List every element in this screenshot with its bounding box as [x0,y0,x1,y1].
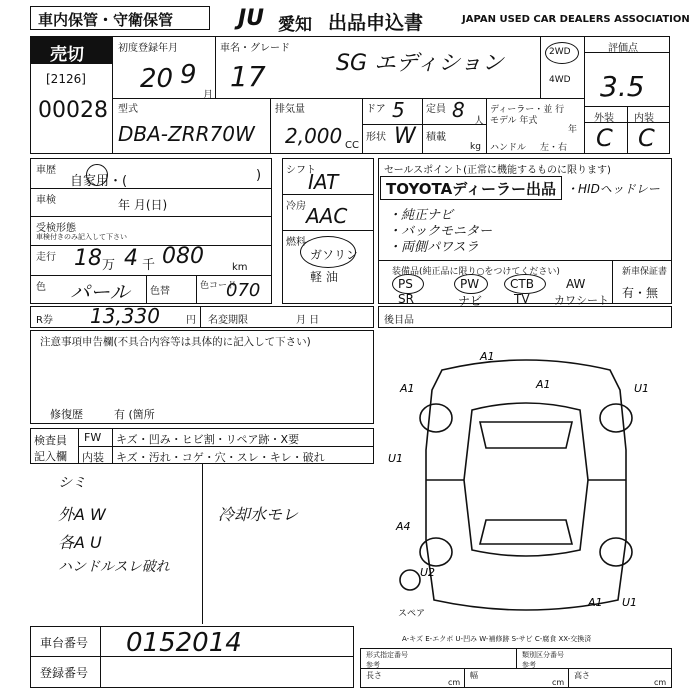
dealer-label: ディーラー・並 行 [490,105,565,115]
car-diagram [380,330,672,630]
equip-ps-circle [392,274,424,294]
later-label: 後目品 [384,315,414,326]
reg-no-label: 登録番号 [40,666,89,680]
repair-value: 有 (箇所 [114,408,155,421]
equip-ctb-circle [504,274,546,294]
sold-badge-text: 売切 [50,45,84,65]
first-reg-month: 9 [180,60,197,90]
exterior-label: 外装 [594,113,614,124]
doors: 5 [392,98,405,122]
selling-label: セールスポイント(正常に機能するものに限ります) [384,165,611,176]
length-cm: cm [448,678,461,687]
wheel-front-right [600,404,632,432]
inspector-row2-items: キズ・汚れ・コゲ・穴・スレ・キレ・破れ [116,451,325,464]
damage-mark-4: U1 [634,382,650,395]
ref-label-2: 参考 [522,661,536,669]
capacity-label: 定員 [426,104,446,115]
class-label: 類別区分番号 [522,651,564,659]
drive-2wd: 2WD [549,47,571,57]
shift-value: IAT [308,170,339,194]
displacement-label: 排気量 [275,104,305,115]
width-cm: cm [552,678,565,687]
damage-mark-7: U2 [420,566,436,579]
reg-change-value: 月 日 [296,315,320,326]
damage-legend: A-キズ E-エクボ U-凹み W-補修跡 S-サビ C-腐食 XX-交換済 [402,635,592,643]
cooler-value: AAC [306,204,348,228]
color-code: 070 [226,280,261,301]
equip-sr: SR [398,292,414,306]
score-label: 評価点 [608,43,638,54]
month-suffix: 月 [203,90,213,101]
shape-label: 形状 [366,132,386,143]
recycle-value: 13,330 [90,304,160,328]
drive-4wd: 4WD [549,75,571,85]
damage-mark-5: U1 [388,452,404,465]
cooler-label: 冷房 [286,201,306,212]
history-label: 車歴 [36,165,56,176]
form-type-label: 形式指定番号 [366,651,408,659]
history-value: 自家用・( [70,174,128,189]
repair-label: 修復歴 [50,408,83,421]
spare-tire [400,570,420,590]
org-name: 愛知 [278,15,312,35]
color-value: パール [70,280,130,304]
handle-options: 左・右 [540,143,568,153]
inspection-value: 年 月(日) [118,198,168,212]
selling-item-2: ・純正ナビ [388,208,454,223]
height-label: 高さ [574,671,590,680]
code: [2126] [46,72,86,86]
equip-navi: ナビ [458,294,483,308]
remark-4: 各A U [58,533,102,552]
damage-mark-6: A4 [396,520,411,533]
inspector-row1-cat: FW [84,431,102,444]
new-warranty-label: 新車保証書 [622,267,668,277]
persons-unit: 人 [474,116,484,127]
recycle-label: R券 [36,315,53,326]
fuel-diesel: 軽 油 [310,270,338,284]
inspector-label-2: 記入欄 [34,450,67,463]
form-title: 出品申込書 [328,12,424,34]
selling-item-1: ・HIDヘッドレー [566,182,660,196]
storage-label: 車内保管・守衛保管 [38,11,174,29]
equip-pw-circle [454,274,488,294]
type-label: 型式 [118,104,138,115]
color-code-label: 色コード [200,281,237,291]
receipt-note: 車検付きのみ記入して下さい [36,233,127,241]
shift-label: シフト [286,165,316,176]
inspector-row1-items: キズ・凹み・ヒビ割・リペア跡・X要 [116,433,300,446]
spare-label: スペア [398,609,426,619]
ref-label-1: 参考 [366,661,380,669]
year-suffix: 年 [568,125,578,135]
equipment-label: 装備品(純正品に限り○をつけてください) [392,267,560,277]
equip-pw: PW [460,277,480,291]
equip-tv: TV [514,292,530,306]
inspector-row2-cat: 内装 [82,451,104,464]
color-label: 色 [36,282,46,293]
interior-label: 内装 [634,113,654,124]
model-name: 17 [230,60,266,93]
mileage-sen: 4 [124,246,138,271]
fuel-label: 燃料 [286,237,306,248]
score: 3.5 [600,70,645,103]
height-cm: cm [654,678,667,687]
wheel-rear-left [420,538,452,566]
remark-5: ハンドルスレ破れ [58,559,170,575]
dealer-car: TOYOTAディーラー出品 [386,180,557,198]
man-unit: 万 [102,258,116,273]
grade: SG エディション [336,51,504,76]
length-label: 長さ [366,671,382,680]
remark-2: 外A W [58,505,106,524]
caution-label: 注意事項申告欄(不具合内容等は具体的に記入して下さい) [40,336,311,348]
mileage-man: 18 [74,246,102,271]
receipt-label: 受検形態 [36,223,76,234]
first-reg-label: 初度登録年月 [118,43,178,54]
wheel-front-left [420,404,452,432]
damage-mark-1: A1 [480,350,495,363]
damage-mark-3: A1 [536,378,551,391]
doors-label: ドア [366,104,386,115]
exterior-grade: C [596,124,613,152]
equip-aw: AW [566,277,586,291]
sen-unit: 千 [142,258,156,273]
inspector-label-1: 検査員 [34,434,67,447]
capacity: 8 [452,98,465,122]
fuel-gas-circle [300,236,359,268]
equip-ps: PS [398,277,413,291]
mileage-label: 走行 [36,252,56,263]
chassis-number: 0152014 [126,628,242,658]
selling-item-3: ・バックモニター [388,224,493,239]
km-unit: km [232,262,248,273]
yen-unit: 円 [186,315,196,326]
remark-3: 冷却水モレ [218,505,299,524]
mileage-rest: 080 [162,244,204,269]
history-circle [86,164,108,186]
model-year-label: モデル 年式 [490,116,538,126]
recycle-row [30,306,374,328]
displacement: 2,000 [285,124,343,148]
reg-change-label: 名変期限 [208,315,248,326]
inspection-label: 車検 [36,195,56,206]
model-name-label: 車名・グレード [220,43,290,54]
equip-leather: カワシート [554,294,609,307]
chassis-label: 車台番号 [40,636,89,650]
width-label: 幅 [470,671,478,680]
ju-logo: JU [238,6,265,31]
wheel-rear-right [600,538,632,566]
first-reg-year: 20 [140,64,174,94]
warranty-options: 有・無 [622,286,659,300]
load-label: 積載 [426,132,446,143]
history-paren-close: ) [256,168,262,183]
damage-mark-8: A1 [588,596,603,609]
assoc-name: JAPAN USED CAR DEALERS ASSOCIATION [462,14,690,25]
remark-1: シミ [58,475,86,491]
later-row [378,306,672,328]
equip-ctb: CTB [510,277,534,291]
interior-grade: C [638,124,655,152]
car-windshield [480,422,572,448]
lot-number: 00028 [38,98,108,123]
kg-unit: kg [470,142,481,152]
cc-unit: CC [345,140,359,151]
color-change-label: 色替 [150,286,170,297]
selling-item-4: ・両側パワスラ [388,240,479,255]
damage-mark-2: A1 [400,382,415,395]
handle-label: ハンドル [490,143,527,153]
fuel-gas: ガソリン [310,248,359,262]
car-body-outline [426,360,626,610]
type-value: DBA-ZRR70W [118,122,255,146]
car-rear-window [480,520,572,544]
damage-mark-9: U1 [622,596,638,609]
shape: W [394,124,416,149]
